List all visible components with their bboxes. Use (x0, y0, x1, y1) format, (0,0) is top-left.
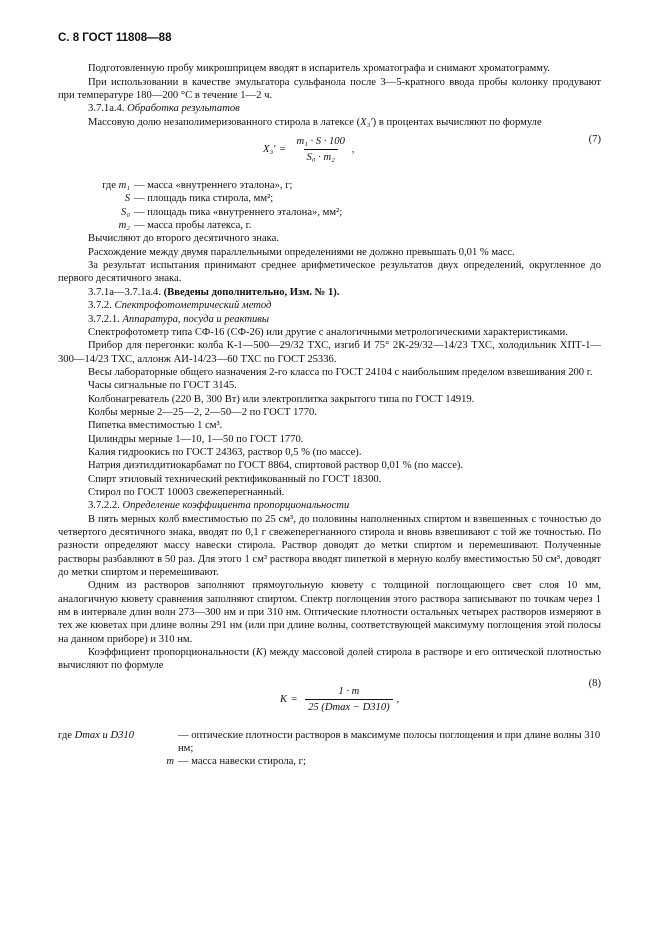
fraction-numerator: 1 · m (338, 685, 360, 697)
formula-number: (7) (588, 134, 601, 146)
paragraph: Калия гидроокись по ГОСТ 24363, раствор 0,5 % (по массе). (88, 446, 362, 458)
paragraph: Натрия диэтилдитиокарбамат по ГОСТ 8864, спиртовой раствор 0,01 % (по массе). (88, 460, 464, 472)
definition-row: S₀ — площадь пика «внутреннего эталона», мм²; (121, 206, 343, 218)
formula-7: X₃′ = $\frac{\text{m₁ · S · 100}}{\text{S₀ · m₂}}$ , (7) (263, 134, 601, 164)
section-heading: 3.7.2. Спектрофотометрический метод (88, 300, 272, 312)
section-heading: 3.7.2.1. Аппаратура, посуда и реактивы (88, 313, 270, 325)
formula-8: K = $\frac{1 \cdot m}{25 (Dmax - D310)}$ , (8) (280, 677, 601, 714)
definition-row: m₂ — масса пробы латекса, г. (118, 220, 252, 232)
paragraph: Расхождение между двумя параллельными определениями не должно превышать 0,01 % масс. (88, 246, 515, 258)
document-page (58, 32, 601, 769)
fraction (293, 135, 347, 165)
page-header: С. 8 ГОСТ 11808—88 (58, 32, 172, 44)
paragraph: Прибор для перегонки: колба К-1—500—29/32 ТХС, изгиб И 75° 2К-29/32—14/23 ТХС, холодильник ХПТ-1—300—14/23 ТХС, аллонж АИ-14/23—60 ТХС по ГОСТ 25336. (58, 340, 601, 365)
paragraph: Колбонагреватель (220 В, 300 Вт) или электроплитка закрытого типа по ГОСТ 14919. (88, 393, 475, 405)
section-heading (58, 102, 601, 115)
paragraph: Весы лабораторные общего назначения 2-го класса по ГОСТ 24104 с наибольшим пределом взвешивания 200 г. (88, 366, 593, 378)
formula-lhs: X₃′ (263, 144, 276, 156)
paragraph: Спектрофотометр типа СФ-16 (СФ-26) или другие с аналогичными метрологическими характеристиками. (88, 326, 568, 338)
paragraph: Массовую долю незаполимеризованного стирола в латексе (X₃′) в процентах вычисляют по формуле (88, 116, 542, 128)
paragraph: Часы сигнальные по ГОСТ 3145. (88, 380, 237, 392)
paragraph: Подготовленную пробу микрошприцем вводят в испаритель хроматографа и снимают хроматограмму. (88, 63, 550, 75)
formula-lhs: K (280, 693, 288, 705)
paragraph: Колбы мерные 2—25—2, 2—50—2 по ГОСТ 1770. (88, 406, 317, 418)
fraction-numerator: m₁ · S · 100 (296, 136, 345, 148)
definition-row: S — площадь пика стирола, мм²; (124, 193, 274, 205)
fraction (305, 685, 393, 715)
paragraph: Одним из растворов заполняют прямоугольную кювету с толщиной поглощающего свет слоя 10 мм, аналогичную кювету сравнения заполняют спиртом. Спектр поглощения этого раствора записывают по точкам через 1 нм в интервале длин волн 273—300 нм и при 310 нм. Оптические плотности остальных четырех растворов измеряют в тех же кюветах при длине волны 291 нм (или при длине волны, соответствующей максимуму поглощения этой полосы на данном приборе) и 310 нм. (58, 580, 601, 645)
fraction-denominator: 25 (Dmax − D310) (305, 699, 393, 714)
paragraph: Стирол по ГОСТ 10003 свежеперегнанный. (88, 486, 285, 498)
symbol-x3: X₃′ (360, 116, 373, 128)
section-number: 3.7.1а.4. (88, 103, 125, 115)
definition-row: где Dmax и D310 — оптические плотности растворов в максимуме полосы поглощения и при длине волны 310 нм; (58, 729, 601, 755)
paragraph: Пипетка вместимостью 1 см³. (88, 420, 223, 432)
variable-definitions (58, 179, 601, 232)
variable-definitions (58, 729, 601, 769)
paragraph: Коэффициент пропорциональности (K) между массовой долей стирола в растворе и его оптической плотностью вычисляют по формуле (58, 647, 601, 672)
paragraph: За результат испытания принимают среднее арифметическое результатов двух определений, округленное до первого десятичного знака. (58, 260, 601, 285)
amendment-note: 3.7.1а—3.7.1а.4. (Введены дополнительно, Изм. № 1). (88, 286, 340, 298)
fraction-denominator: S₀ · m₂ (304, 149, 338, 164)
paragraph: Спирт этиловый технический ректификованный по ГОСТ 18300. (88, 473, 382, 485)
definition-row: m — масса навески стирола, г; (166, 756, 306, 768)
paragraph: В пять мерных колб вместимостью по 25 см³, до половины наполненных спиртом и взвешенных с точностью до четвертого десятичного знака, вводят по 0,1 г свежеперегнанного стирола и вновь взвешивают с той же точностью. По разности определяют массу навески стирола. Раствор доводят до метки спиртом и перемешивают. Полученные растворы разбавляют в 50 раз. Для этого 1 см³ раствора вводят пипеткой в мерную колбу вместимостью 50 см³, доводят до метки спиртом и перемешивают. (58, 513, 601, 579)
section-title: Обработка результатов (127, 103, 240, 115)
paragraph: Вычисляют до второго десятичного знака. (88, 233, 280, 245)
paragraph: Цилиндры мерные 1—10, 1—50 по ГОСТ 1770. (88, 433, 304, 445)
symbol-k: K (255, 647, 263, 659)
formula-number: (8) (588, 677, 601, 689)
definition-row: где m₁ — масса «внутреннего эталона», г; (102, 180, 293, 192)
section-heading: 3.7.2.2. Определение коэффициента пропорциональности (88, 500, 350, 512)
paragraph: При использовании в качестве эмульгатора сульфанола после 3—5-кратного ввода пробы колонку продувают при температуре 180—200 °С в течение 1—2 ч. (58, 76, 601, 102)
